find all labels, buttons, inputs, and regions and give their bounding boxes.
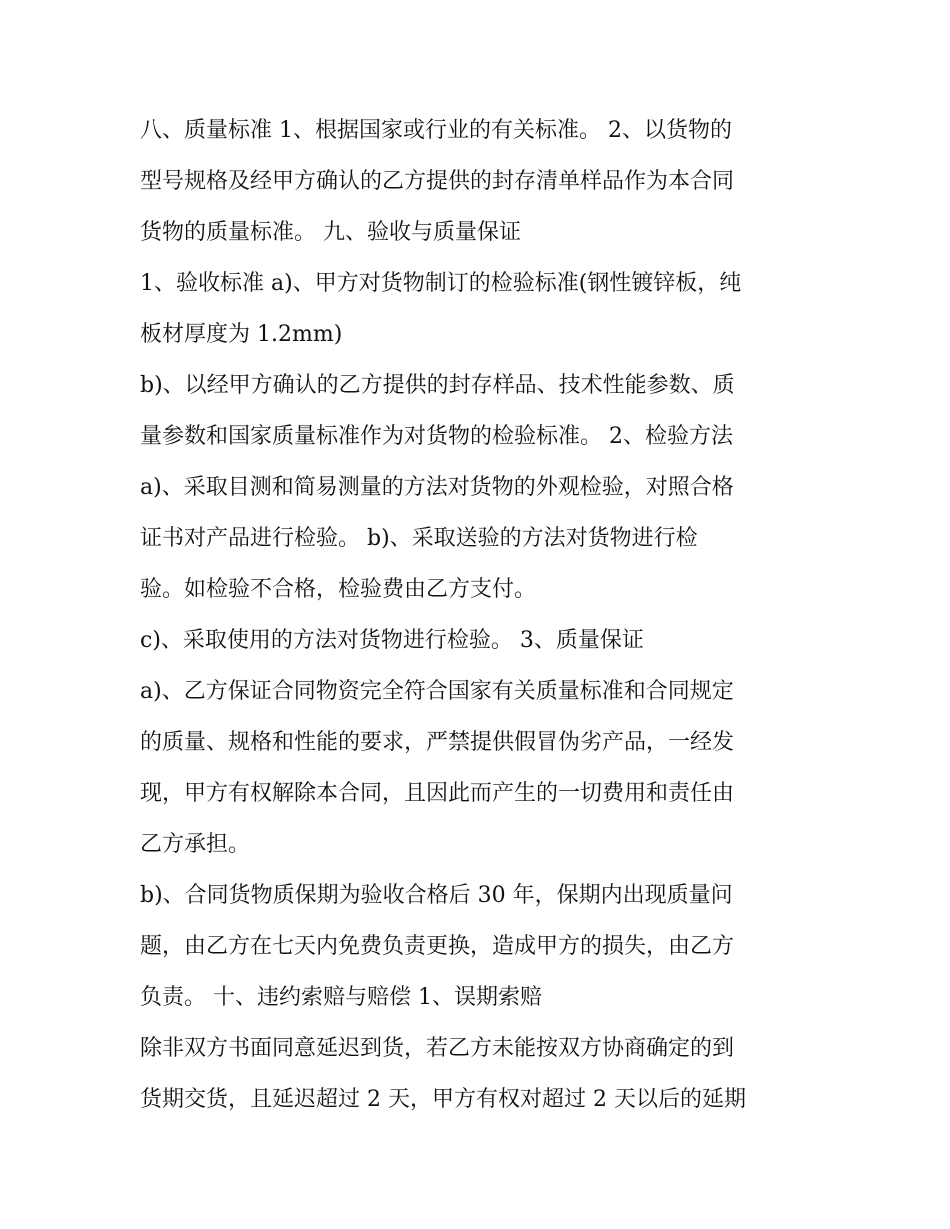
text-line: 的质量、规格和性能的要求，严禁提供假冒伪劣产品，一经发	[140, 730, 735, 755]
text-line: 除非双方书面同意延迟到货，若乙方未能按双方协商确定的到	[140, 1036, 735, 1061]
paragraph-inspection-method	[140, 360, 815, 615]
text-line: 量参数和国家质量标准作为对货物的检验标准。 2、检验方法	[140, 424, 733, 449]
text-line: 货期交货，且延迟超过 2 天，甲方有权对超过 2 天以后的延期	[140, 1087, 746, 1112]
text-line: 货物的质量标准。 九、验收与质量保证	[140, 220, 521, 245]
paragraph-acceptance-standard	[140, 258, 815, 360]
paragraph-delay-claim	[140, 1023, 815, 1125]
text-line: a)、采取目测和简易测量的方法对货物的外观检验，对照合格	[140, 475, 734, 500]
text-line: 八、质量标准 1、根据国家或行业的有关标准。 2、以货物的	[140, 118, 732, 143]
paragraph-warranty-period	[140, 870, 815, 1023]
text-line: a)、乙方保证合同物资完全符合国家有关质量标准和合同规定	[140, 679, 734, 704]
text-line: 题，由乙方在七天内免费负责更换，造成甲方的损失，由乙方	[140, 934, 735, 959]
text-line: b)、以经甲方确认的乙方提供的封存样品、技术性能参数、质	[140, 373, 735, 398]
text-line: 型号规格及经甲方确认的乙方提供的封存清单样品作为本合同	[140, 169, 735, 194]
document-page	[140, 105, 815, 1125]
text-line: 证书对产品进行检验。 b)、采取送验的方法对货物进行检	[140, 526, 698, 551]
text-line: b)、合同货物质保期为验收合格后 30 年，保期内出现质量问	[140, 883, 733, 908]
text-line: 验。如检验不合格，检验费由乙方支付。	[140, 577, 537, 602]
text-line: c)、采取使用的方法对货物进行检验。 3、质量保证	[140, 628, 644, 653]
paragraph-usage-inspection	[140, 615, 815, 666]
text-line: 1、验收标准 a)、甲方对货物制订的检验标准(钢性镀锌板，纯	[140, 271, 742, 296]
text-line: 乙方承担。	[140, 832, 251, 857]
text-line: 负责。 十、违约索赔与赔偿 1、误期索赔	[140, 985, 542, 1010]
paragraph-quality-standard	[140, 105, 815, 258]
paragraph-quality-guarantee	[140, 666, 815, 870]
text-line: 现，甲方有权解除本合同，且因此而产生的一切费用和责任由	[140, 781, 735, 806]
text-line: 板材厚度为 1.2mm)	[140, 322, 343, 347]
